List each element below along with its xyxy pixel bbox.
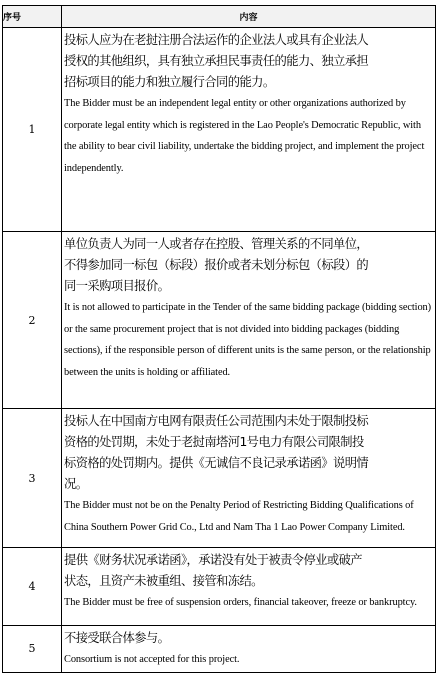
table-row: [3, 409, 436, 548]
requirement-english: The Bidder must not be on the Penalty Period of Restricting Bidding Qualifications of China Southern Power Grid Co., Ltd and Nam Tha 1 Lao Power Company Limited.: [64, 500, 414, 533]
row-content: [62, 409, 436, 548]
header-no: 序号: [3, 6, 62, 28]
table-row: [3, 28, 436, 232]
row-content: [62, 548, 436, 626]
header-content: 内容: [62, 6, 436, 28]
requirements-table: [2, 5, 436, 673]
requirement-english: Consortium is not accepted for this project.: [64, 654, 240, 665]
requirement-chinese: 单位负责人为同一人或者存在控股、管理关系的不同单位， 不得参加同一标包（标段）报价或者未划分标包（标段）的 同一采购项目报价。: [64, 237, 369, 293]
requirement-english: The Bidder must be free of suspension orders, financial takeover, freeze or bankruptcy.: [64, 597, 417, 608]
requirement-chinese: 投标人应为在老挝注册合法运作的企业法人或具有企业法人 授权的其他组织，具有独立承担民事责任的能力、独立承担 招标项目的能力和独立履行合同的能力。: [64, 33, 369, 89]
table-header-row: [3, 6, 436, 28]
row-content: [62, 28, 436, 232]
requirement-english: The Bidder must be an independent legal entity or other organizations authorized by corporate legal entity which is registered in the Lao People's Democratic Republic, with the ability to bear civil liability, undertake the bidding project, and implement the project independently.: [64, 98, 425, 174]
row-number: 2: [3, 232, 62, 409]
row-content: [62, 626, 436, 673]
requirement-english: It is not allowed to participate in the Tender of the same bidding package (bidding section) or the same procurement project that is not divided into bidding packages (bidding sections), if the responsible person of different units is the same person, or the relationship between the units is holding or affiliated.: [64, 302, 432, 378]
row-number: 5: [3, 626, 62, 673]
requirement-chinese: 投标人在中国南方电网有限责任公司范围内未处于限制投标 资格的处罚期，未处于老挝南塔河1号电力有限公司限制投 标资格的处罚期内。提供《无诚信不良记录承诺函》说明情 况。: [64, 414, 369, 491]
table-row: [3, 232, 436, 409]
row-content: [62, 232, 436, 409]
requirement-chinese: 提供《财务状况承诺函》，承诺没有处于被责令停业或破产 状态，且资产未被重组、接管和冻结。: [64, 553, 362, 588]
row-number: 1: [3, 28, 62, 232]
row-number: 3: [3, 409, 62, 548]
requirement-chinese: 不接受联合体参与。: [64, 631, 170, 645]
table-row: [3, 626, 436, 673]
row-number: 4: [3, 548, 62, 626]
table-row: [3, 548, 436, 626]
